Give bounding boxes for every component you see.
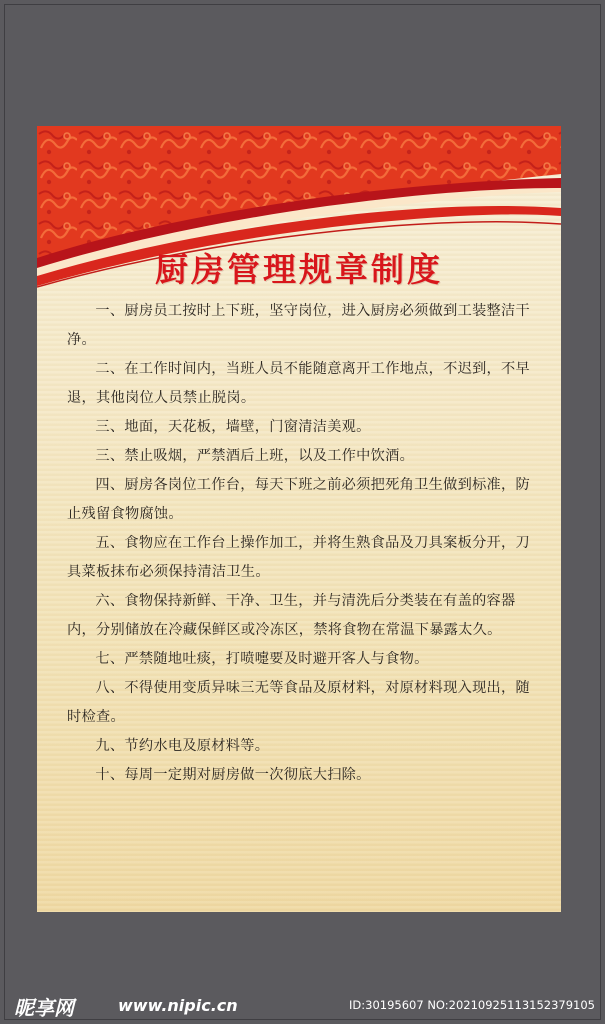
rule-item: 十、每周一定期对厨房做一次彻底大扫除。: [95, 767, 371, 783]
rule-item: 五、食物应在工作台上操作加工，并将生熟食品及刀具案板分开，刀具菜板抹布必须保持清洁卫生。: [67, 535, 531, 580]
rule-item: 七、严禁随地吐痰，打喷嚏要及时避开客人与食物。: [95, 651, 429, 667]
watermark-url: www.nipic.cn: [118, 996, 238, 1015]
rules-list: [67, 297, 535, 790]
rule-item: 八、不得使用变质异味三无等食品及原材料，对原材料现入现出，随时检查。: [67, 680, 531, 725]
watermark-logo: 昵享网: [14, 996, 74, 1020]
poster: [37, 126, 561, 912]
rule-item: 三、禁止吸烟，严禁酒后上班，以及工作中饮酒。: [95, 448, 415, 464]
rule-item: 三、地面，天花板，墙壁，门窗清洁美观。: [95, 419, 371, 435]
rule-item: 二、在工作时间内，当班人员不能随意离开工作地点，不迟到，不早退，其他岗位人员禁止脱岗。: [67, 361, 531, 406]
rule-item: 四、厨房各岗位工作台，每天下班之前必须把死角卫生做到标准，防止残留食物腐蚀。: [67, 477, 531, 522]
rule-item: 九、节约水电及原材料等。: [95, 738, 270, 754]
rule-item: 六、食物保持新鲜、干净、卫生，并与清洗后分类装在有盖的容器内，分别储放在冷藏保鲜区或冷冻区，禁将食物在常温下暴露太久。: [67, 593, 516, 638]
watermark-bar: [0, 988, 605, 1024]
poster-title: 厨房管理规章制度: [155, 250, 443, 289]
watermark-id: ID:30195607 NO:20210925113152379105: [349, 998, 595, 1012]
rule-item: 一、厨房员工按时上下班，坚守岗位，进入厨房必须做到工装整洁干净。: [67, 303, 531, 348]
